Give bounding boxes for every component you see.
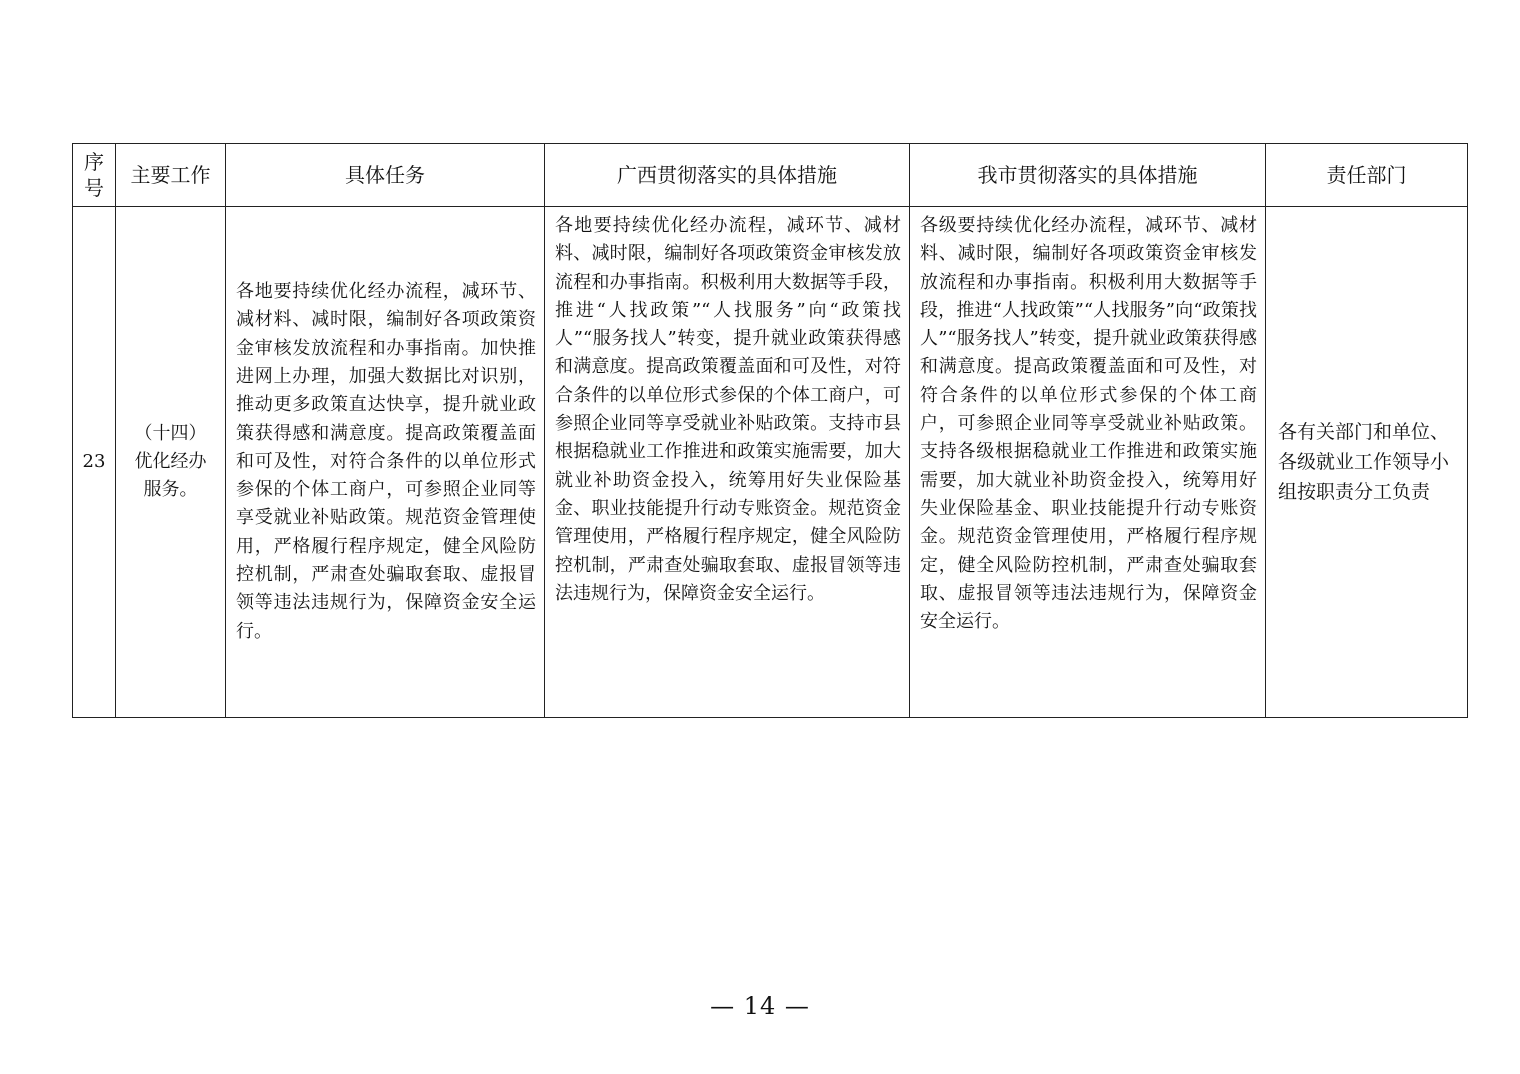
header-guangxi-measures: 广西贯彻落实的具体措施 (545, 144, 910, 207)
responsible-dept-text: 各有关部门和单位、各级就业工作领导小组按职责分工负责 (1278, 421, 1450, 503)
main-work-line3: 服务。 (143, 479, 198, 501)
row-guangxi-measures (545, 207, 910, 718)
header-serial-number (73, 144, 116, 207)
page-number: — 14 — (710, 992, 810, 1020)
row-responsible-dept (1266, 207, 1468, 718)
specific-task-text: 各地要持续优化经办流程，减环节、减材料、减时限，编制好各项政策资金审核发放流程和办事指南。加快推进网上办理，加强大数据比对识别，推动更多政策直达快享，提升就业政策获得感和满意度。提高政策覆盖面和可及性，对符合条件的以单位形式参保的个体工商户，可参照企业同等享受就业补贴政策。规范资金管理使用，严格履行程序规定，健全风险防控机制，严肃查处骗取套取、虚报冒领等违法违规行为，保障资金安全运行。 (236, 281, 536, 642)
row-city-measures (910, 207, 1266, 718)
main-work-line2: 优化经办 (134, 450, 207, 472)
row-main-work (116, 207, 226, 718)
row-specific-task (226, 207, 545, 718)
row-serial-number: 23 (73, 207, 116, 718)
policy-table (72, 143, 1468, 718)
main-work-line1: （十四） (134, 422, 207, 444)
table-header-row (73, 144, 1468, 207)
header-responsible-dept: 责任部门 (1266, 144, 1468, 207)
header-specific-task: 具体任务 (226, 144, 545, 207)
city-measures-text: 各级要持续优化经办流程，减环节、减材料、减时限，编制好各项政策资金审核发放流程和办事指南。积极利用大数据等手段，推进“人找政策”“人找服务”向“政策找人”“服务找人”转变，提升就业政策获得感和满意度。提高政策覆盖面和可及性，对符合条件的以单位形式参保的个体工商户，可参照企业同等享受就业补贴政策。支持各级根据稳就业工作推进和政策实施需要，加大就业补助资金投入，统筹用好失业保险基金、职业技能提升行动专账资金。规范资金管理使用，严格履行程序规定，健全风险防控机制，严肃查处骗取套取、虚报冒领等违法违规行为，保障资金安全运行。 (920, 215, 1257, 633)
table-row (73, 207, 1468, 718)
header-serial-line1: 序 (84, 150, 104, 174)
header-serial-line2: 号 (84, 176, 104, 200)
header-main-work: 主要工作 (116, 144, 226, 207)
guangxi-measures-text: 各地要持续优化经办流程，减环节、减材料、减时限，编制好各项政策资金审核发放流程和办事指南。积极利用大数据等手段，推进“人找政策”“人找服务”向“政策找人”“服务找人”转变，提升就业政策获得感和满意度。提高政策覆盖面和可及性，对符合条件的以单位形式参保的个体工商户，可参照企业同等享受就业补贴政策。支持市县根据稳就业工作推进和政策实施需要，加大就业补助资金投入，统筹用好失业保险基金、职业技能提升行动专账资金。规范资金管理使用，严格履行程序规定，健全风险防控机制，严肃查处骗取套取、虚报冒领等违法违规行为，保障资金安全运行。 (555, 215, 901, 604)
header-city-measures: 我市贯彻落实的具体措施 (910, 144, 1266, 207)
